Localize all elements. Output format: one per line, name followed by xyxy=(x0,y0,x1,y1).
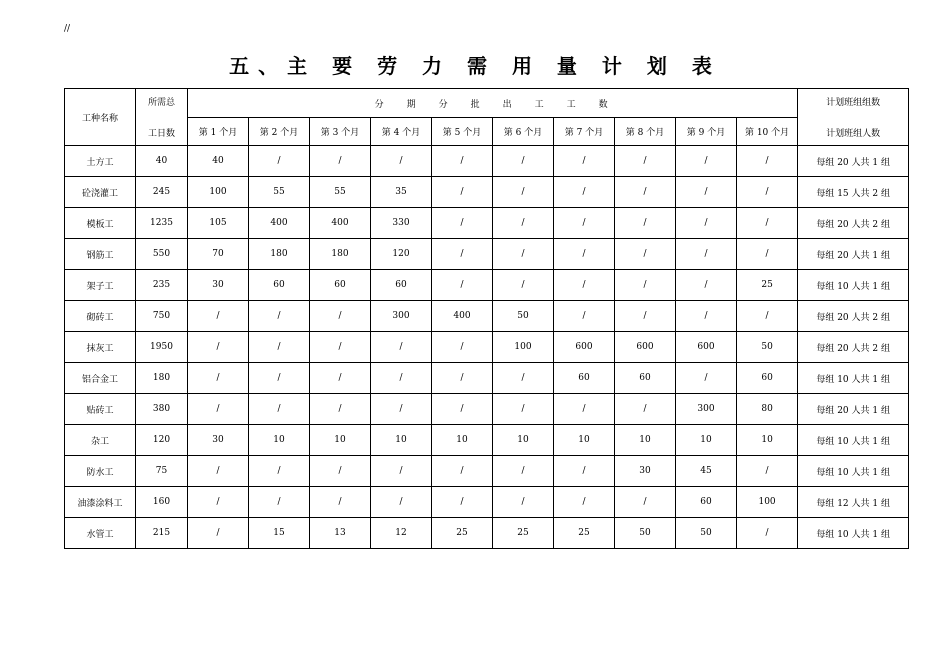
cell-plan: 每组 10 人共 1 组 xyxy=(798,456,909,487)
cell-month-6: / xyxy=(493,456,554,487)
header-plan-line2: 计划班组人数 xyxy=(826,129,881,139)
cell-month-10: 25 xyxy=(737,270,798,301)
cell-month-5: / xyxy=(432,332,493,363)
cell-month-9: 50 xyxy=(676,518,737,549)
cell-month-8: 50 xyxy=(615,518,676,549)
cell-total-days: 160 xyxy=(136,487,188,518)
cell-plan: 每组 20 人共 2 组 xyxy=(798,301,909,332)
table-row xyxy=(65,332,909,363)
cell-month-2: / xyxy=(249,394,310,425)
header-total-line2: 工日数 xyxy=(147,129,175,139)
cell-month-2: / xyxy=(249,363,310,394)
table-row xyxy=(65,301,909,332)
cell-total-days: 235 xyxy=(136,270,188,301)
cell-trade-name: 杂工 xyxy=(65,425,136,456)
cell-month-10: / xyxy=(737,456,798,487)
cell-month-9: / xyxy=(676,301,737,332)
cell-month-10: / xyxy=(737,239,798,270)
header-month-10: 第 10 个月 xyxy=(737,118,798,146)
cell-month-6: / xyxy=(493,394,554,425)
cell-trade-name: 贴砖工 xyxy=(65,394,136,425)
cell-month-3: / xyxy=(310,456,371,487)
cell-month-4: 330 xyxy=(371,208,432,239)
table-row xyxy=(65,518,909,549)
cell-month-9: / xyxy=(676,177,737,208)
header-month-8: 第 8 个月 xyxy=(615,118,676,146)
header-month-6: 第 6 个月 xyxy=(493,118,554,146)
cell-month-3: / xyxy=(310,332,371,363)
cell-month-9: 600 xyxy=(676,332,737,363)
table-row xyxy=(65,425,909,456)
cell-month-4: 120 xyxy=(371,239,432,270)
cell-plan: 每组 10 人共 1 组 xyxy=(798,518,909,549)
cell-month-4: 12 xyxy=(371,518,432,549)
cell-plan: 每组 20 人共 1 组 xyxy=(798,239,909,270)
header-plan-line1: 计划班组组数 xyxy=(826,98,881,108)
cell-month-10: 50 xyxy=(737,332,798,363)
cell-month-8: / xyxy=(615,487,676,518)
cell-trade-name: 模板工 xyxy=(65,208,136,239)
cell-plan: 每组 20 人共 1 组 xyxy=(798,146,909,177)
cell-month-10: 60 xyxy=(737,363,798,394)
cell-month-2: / xyxy=(249,332,310,363)
cell-month-3: 10 xyxy=(310,425,371,456)
cell-month-2: 400 xyxy=(249,208,310,239)
header-type-name: 工种名称 xyxy=(65,89,136,146)
cell-plan: 每组 10 人共 1 组 xyxy=(798,363,909,394)
cell-month-4: 35 xyxy=(371,177,432,208)
cell-month-5: / xyxy=(432,146,493,177)
cell-month-5: / xyxy=(432,487,493,518)
table-row xyxy=(65,177,909,208)
cell-month-6: / xyxy=(493,146,554,177)
cell-month-6: / xyxy=(493,487,554,518)
cell-month-9: 300 xyxy=(676,394,737,425)
header-total-line1: 所需总 xyxy=(147,98,175,108)
cell-month-7: 10 xyxy=(554,425,615,456)
cell-month-3: / xyxy=(310,146,371,177)
cell-month-3: 55 xyxy=(310,177,371,208)
cell-month-10: / xyxy=(737,301,798,332)
cell-month-3: 60 xyxy=(310,270,371,301)
header-month-3: 第 3 个月 xyxy=(310,118,371,146)
cell-month-3: / xyxy=(310,301,371,332)
cell-month-5: / xyxy=(432,456,493,487)
cell-month-4: / xyxy=(371,332,432,363)
cell-month-7: / xyxy=(554,394,615,425)
cell-trade-name: 砼浇灌工 xyxy=(65,177,136,208)
cell-trade-name: 防水工 xyxy=(65,456,136,487)
cell-total-days: 180 xyxy=(136,363,188,394)
cell-month-10: 80 xyxy=(737,394,798,425)
cell-month-10: / xyxy=(737,518,798,549)
cell-month-1: 100 xyxy=(188,177,249,208)
cell-plan: 每组 20 人共 2 组 xyxy=(798,332,909,363)
cell-month-7: 25 xyxy=(554,518,615,549)
cell-month-9: 10 xyxy=(676,425,737,456)
cell-month-4: / xyxy=(371,363,432,394)
cell-month-6: / xyxy=(493,363,554,394)
cell-month-8: / xyxy=(615,177,676,208)
cell-month-7: 60 xyxy=(554,363,615,394)
cell-month-7: 600 xyxy=(554,332,615,363)
cell-month-1: / xyxy=(188,301,249,332)
cell-total-days: 245 xyxy=(136,177,188,208)
cell-month-9: 60 xyxy=(676,487,737,518)
cell-month-7: / xyxy=(554,177,615,208)
cell-total-days: 1235 xyxy=(136,208,188,239)
cell-month-5: / xyxy=(432,239,493,270)
cell-month-8: / xyxy=(615,146,676,177)
cell-month-3: 180 xyxy=(310,239,371,270)
cell-month-3: 400 xyxy=(310,208,371,239)
cell-trade-name: 水管工 xyxy=(65,518,136,549)
header-plan xyxy=(798,89,909,146)
cell-month-7: / xyxy=(554,146,615,177)
cell-month-9: / xyxy=(676,146,737,177)
cell-total-days: 550 xyxy=(136,239,188,270)
cell-month-10: / xyxy=(737,177,798,208)
cell-month-2: 10 xyxy=(249,425,310,456)
cell-total-days: 750 xyxy=(136,301,188,332)
cell-month-9: 45 xyxy=(676,456,737,487)
cell-total-days: 40 xyxy=(136,146,188,177)
cell-month-7: / xyxy=(554,456,615,487)
cell-trade-name: 土方工 xyxy=(65,146,136,177)
cell-month-5: 10 xyxy=(432,425,493,456)
cell-month-1: / xyxy=(188,394,249,425)
cell-month-9: / xyxy=(676,239,737,270)
cell-month-6: 50 xyxy=(493,301,554,332)
cell-plan: 每组 15 人共 2 组 xyxy=(798,177,909,208)
cell-month-1: / xyxy=(188,456,249,487)
cell-trade-name: 铝合金工 xyxy=(65,363,136,394)
cell-month-2: / xyxy=(249,487,310,518)
cell-month-1: 30 xyxy=(188,425,249,456)
header-total-days xyxy=(136,89,188,146)
table-row xyxy=(65,487,909,518)
cell-month-2: 60 xyxy=(249,270,310,301)
cell-month-1: 105 xyxy=(188,208,249,239)
cell-trade-name: 砌砖工 xyxy=(65,301,136,332)
table-row xyxy=(65,394,909,425)
cell-month-6: / xyxy=(493,177,554,208)
cell-month-8: / xyxy=(615,270,676,301)
cell-month-1: / xyxy=(188,363,249,394)
table-row xyxy=(65,363,909,394)
table-row xyxy=(65,208,909,239)
cell-month-7: / xyxy=(554,487,615,518)
cell-month-8: 10 xyxy=(615,425,676,456)
cell-month-7: / xyxy=(554,270,615,301)
cell-month-3: / xyxy=(310,487,371,518)
cell-month-7: / xyxy=(554,208,615,239)
table-row xyxy=(65,270,909,301)
cell-month-5: / xyxy=(432,208,493,239)
cell-month-7: / xyxy=(554,301,615,332)
header-span-label: 分期分批出工工数 xyxy=(188,89,798,118)
cell-month-8: 600 xyxy=(615,332,676,363)
cell-month-10: 10 xyxy=(737,425,798,456)
cell-month-9: / xyxy=(676,363,737,394)
cell-total-days: 380 xyxy=(136,394,188,425)
table-row xyxy=(65,239,909,270)
labor-plan-table xyxy=(64,88,909,549)
cell-month-2: / xyxy=(249,146,310,177)
cell-month-4: / xyxy=(371,487,432,518)
cell-month-3: 13 xyxy=(310,518,371,549)
cell-total-days: 120 xyxy=(136,425,188,456)
cell-trade-name: 架子工 xyxy=(65,270,136,301)
cell-month-6: / xyxy=(493,208,554,239)
cell-trade-name: 钢筋工 xyxy=(65,239,136,270)
cell-month-1: / xyxy=(188,518,249,549)
cell-month-4: 300 xyxy=(371,301,432,332)
cell-month-1: / xyxy=(188,487,249,518)
cell-month-8: 30 xyxy=(615,456,676,487)
cell-month-2: 180 xyxy=(249,239,310,270)
cell-month-6: 100 xyxy=(493,332,554,363)
header-month-7: 第 7 个月 xyxy=(554,118,615,146)
cell-month-8: 60 xyxy=(615,363,676,394)
cell-month-6: / xyxy=(493,270,554,301)
cell-month-8: / xyxy=(615,208,676,239)
table-row xyxy=(65,146,909,177)
cell-month-8: / xyxy=(615,394,676,425)
cell-month-10: / xyxy=(737,146,798,177)
cell-plan: 每组 10 人共 1 组 xyxy=(798,270,909,301)
table-row xyxy=(65,456,909,487)
cell-plan: 每组 10 人共 1 组 xyxy=(798,425,909,456)
cell-month-5: / xyxy=(432,363,493,394)
cell-total-days: 1950 xyxy=(136,332,188,363)
cell-month-6: 25 xyxy=(493,518,554,549)
cell-total-days: 75 xyxy=(136,456,188,487)
cell-month-2: / xyxy=(249,301,310,332)
cell-month-4: / xyxy=(371,456,432,487)
cell-month-9: / xyxy=(676,208,737,239)
cell-month-1: / xyxy=(188,332,249,363)
cell-month-4: 10 xyxy=(371,425,432,456)
cell-month-2: / xyxy=(249,456,310,487)
cell-month-8: / xyxy=(615,301,676,332)
cell-plan: 每组 20 人共 2 组 xyxy=(798,208,909,239)
cell-month-7: / xyxy=(554,239,615,270)
header-month-5: 第 5 个月 xyxy=(432,118,493,146)
cell-plan: 每组 12 人共 1 组 xyxy=(798,487,909,518)
cell-month-9: / xyxy=(676,270,737,301)
cell-month-4: / xyxy=(371,146,432,177)
cell-month-1: 40 xyxy=(188,146,249,177)
cell-month-10: 100 xyxy=(737,487,798,518)
cell-total-days: 215 xyxy=(136,518,188,549)
cell-month-2: 15 xyxy=(249,518,310,549)
cell-trade-name: 油漆涂料工 xyxy=(65,487,136,518)
header-month-9: 第 9 个月 xyxy=(676,118,737,146)
header-mark: // xyxy=(64,24,71,34)
cell-month-6: / xyxy=(493,239,554,270)
cell-month-4: 60 xyxy=(371,270,432,301)
cell-month-8: / xyxy=(615,239,676,270)
cell-month-5: / xyxy=(432,394,493,425)
cell-month-5: 400 xyxy=(432,301,493,332)
cell-plan: 每组 20 人共 1 组 xyxy=(798,394,909,425)
header-month-1: 第 1 个月 xyxy=(188,118,249,146)
cell-trade-name: 抹灰工 xyxy=(65,332,136,363)
page-title: 五、主 要 劳 力 需 用 量 计 划 表 xyxy=(229,54,721,78)
cell-month-1: 70 xyxy=(188,239,249,270)
cell-month-5: / xyxy=(432,177,493,208)
header-month-2: 第 2 个月 xyxy=(249,118,310,146)
cell-month-3: / xyxy=(310,363,371,394)
cell-month-6: 10 xyxy=(493,425,554,456)
cell-month-5: 25 xyxy=(432,518,493,549)
cell-month-5: / xyxy=(432,270,493,301)
cell-month-4: / xyxy=(371,394,432,425)
cell-month-10: / xyxy=(737,208,798,239)
cell-month-3: / xyxy=(310,394,371,425)
cell-month-2: 55 xyxy=(249,177,310,208)
header-month-4: 第 4 个月 xyxy=(371,118,432,146)
cell-month-1: 30 xyxy=(188,270,249,301)
